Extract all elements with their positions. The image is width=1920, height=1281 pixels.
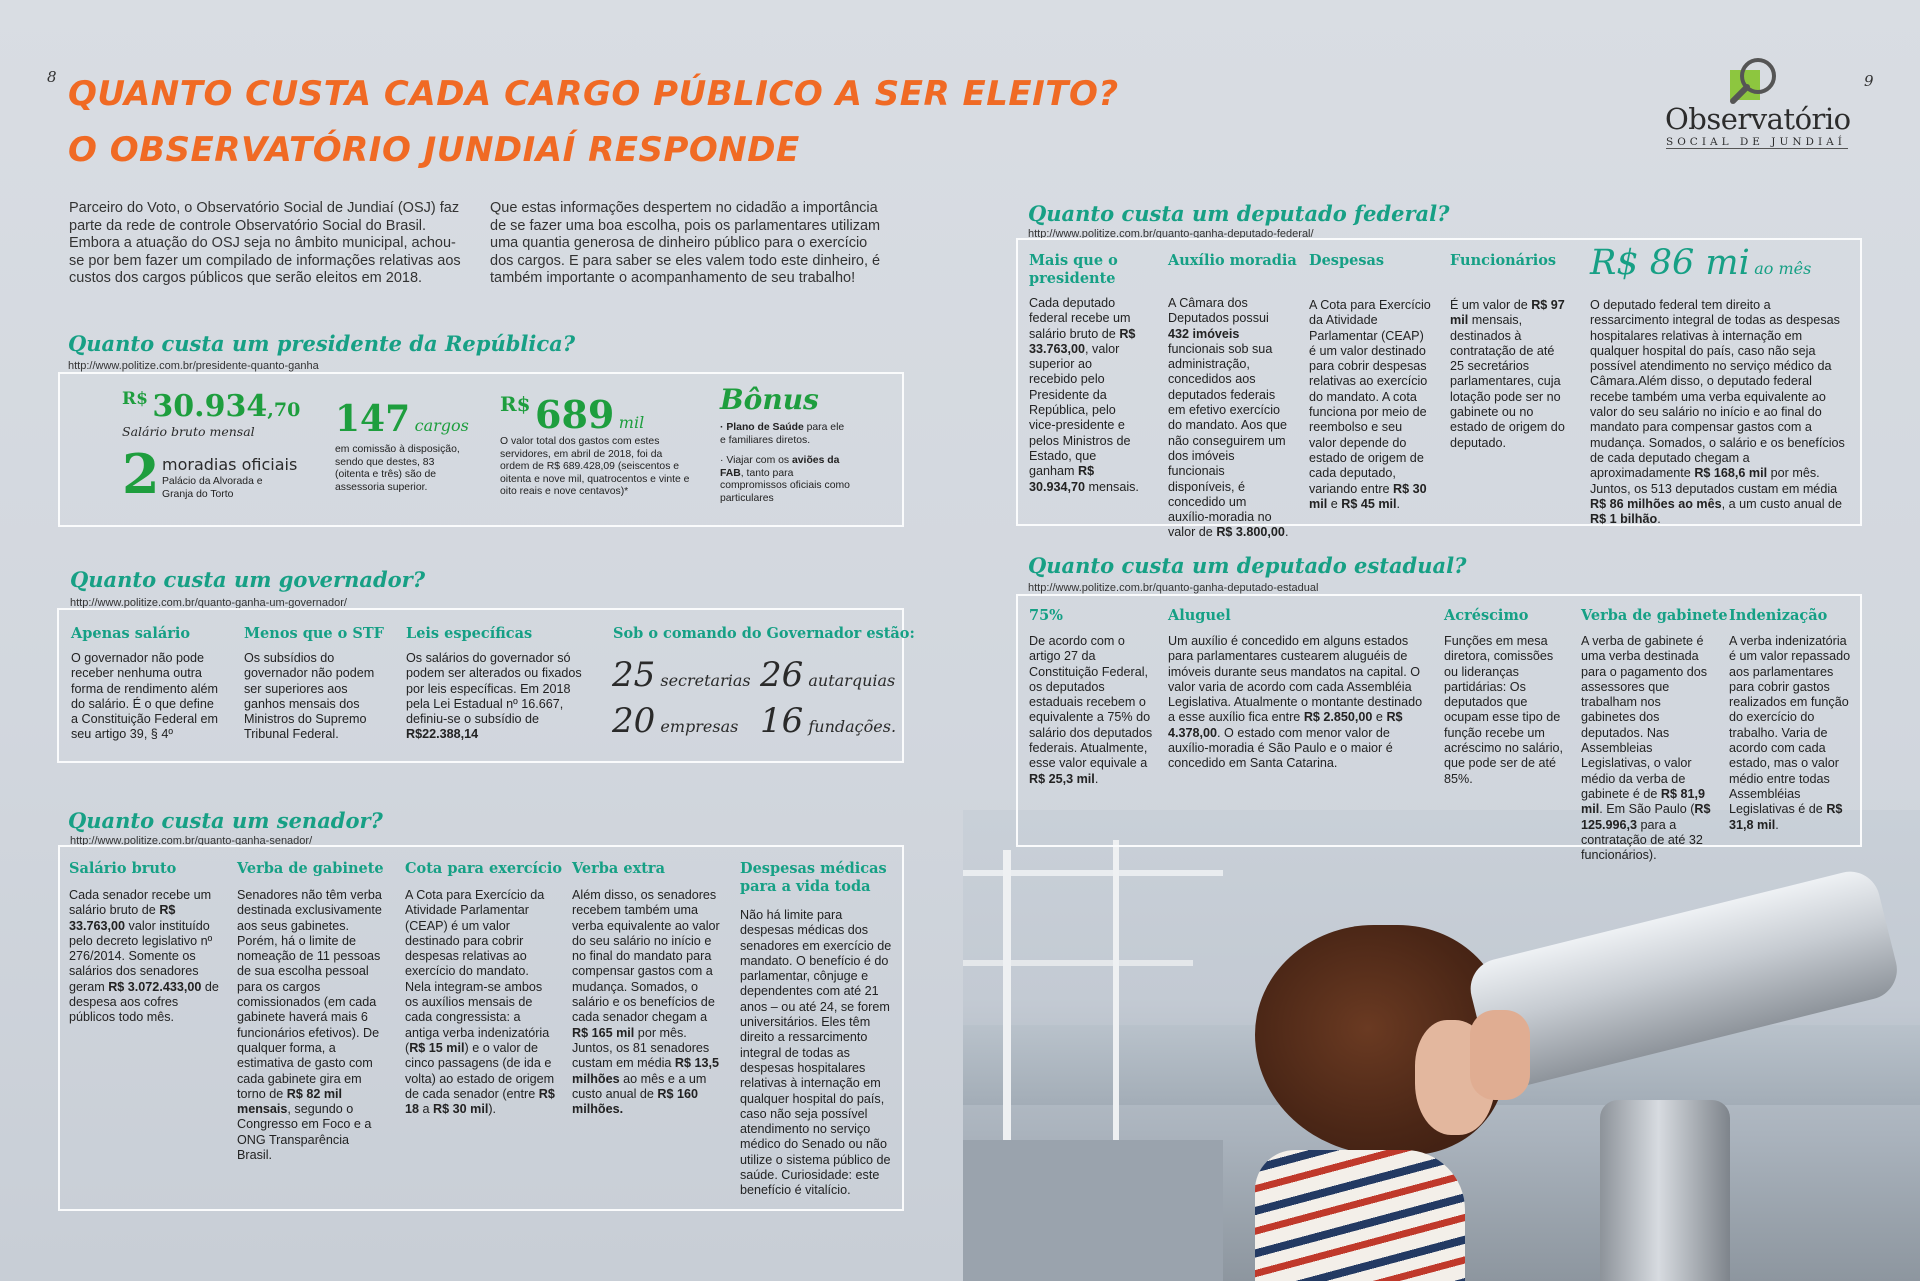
sen-col1-text: Cada senador recebe um salário bruto de R$ 33.763,00 valor instituído pelo decreto legislativo nº 276/2014. Somente os salários dos senadores geram R$ 3.072.433,00 de despesa aos cofres públicos todo mês. — [69, 888, 219, 1025]
gov-col1-heading: Apenas salário — [71, 625, 191, 642]
gov-stat-autarquias: 26 autarquias — [760, 655, 896, 695]
est-col3-text: Funções em mesa diretora, comissões ou lideranças partidárias: Os deputados que ocupam esse tipo de função recebe um acréscimo no salário, que pode ser de até 85%. — [1444, 634, 1563, 786]
positions-number: 147 — [335, 398, 411, 440]
headline-line-2: O OBSERVATÓRIO JUNDIAÍ RESPONDE — [68, 130, 800, 170]
fed-col4-heading: Funcionários — [1450, 252, 1557, 269]
fed-big-unit: ao mês — [1754, 259, 1812, 278]
positions-unit: cargos — [414, 416, 469, 435]
gov-col4-heading: Sob o comando do Governador estão: — [613, 625, 915, 642]
right-page-number: 9 — [1864, 72, 1874, 90]
gov-col2-text: Os subsídios do governador não podem ser superiores aos ganhos mensais dos Ministros do Supremo Tribunal Federal. — [244, 651, 375, 742]
positions-figure — [335, 398, 469, 440]
fed-col5-text: O deputado federal tem direito a ressarcimento integral de todas as despesas hospitalares relativas à internação em qualquer hospital do país, caso não seja possível atendimento no serviço médico da Câmara.Além disso, o deputado federal recebe também uma verba equivalente ao valor do seu salário no início e ao final do mandato para compensar gastos com a mudança. Somados, o salário e os benefícios de cada deputado chegam a aproximadamente R$ 168,6 mil por mês. Juntos, os 513 deputados custam em média R$ 86 milhões ao mês, a um custo anual de R$ 1 bilhão. — [1590, 298, 1845, 527]
sen-col1-heading: Salário bruto — [69, 860, 177, 877]
fed-col3-heading: Despesas — [1309, 252, 1385, 269]
senator-section-title: Quanto custa um senador? — [68, 808, 383, 833]
sen-col4-heading: Verba extra — [572, 860, 665, 877]
spend-text: O valor total dos gastos com estes servidores, em abril de 2018, foi da ordem de R$ 689.428,09 (seiscentos e oitenta e nove mil, quatrocentos e vinte e oito reais e nove centavos)* — [500, 436, 690, 498]
est-col5-heading: Indenização — [1729, 607, 1828, 624]
sen-col2-heading: Verba de gabinete — [237, 860, 384, 877]
spend-unit: mil — [618, 413, 645, 432]
est-col1-heading: 75% — [1029, 607, 1063, 624]
logo-subtitle: SOCIAL DE JUNDIAÍ — [1666, 136, 1848, 149]
state-deputy-source-url[interactable]: http://www.politize.com.br/quanto-ganha-deputado-estadual — [1028, 582, 1319, 594]
fed-col4-text: É um valor de R$ 97 mil mensais, destinados à contratação de até 25 secretários parlamentares, cuja lotação pode ser no gabinete ou no estado de origem do deputado. — [1450, 298, 1565, 450]
sen-col5-heading: Despesas médicas para a vida toda — [740, 860, 887, 895]
houses-number: 2 — [122, 442, 160, 506]
woman-hand — [1470, 1010, 1530, 1100]
president-section-title: Quanto custa um presidente da República? — [68, 331, 576, 356]
sen-col5-text: Não há limite para despesas médicas dos senadores em exercício de mandato. O benefício é do parlamentar, cônjuge e dependentes com até 21 anos – ou até 24, se forem universitários. Eles têm direito a ressarcimento integral de todas as despesas hospitalares relativas à internação em qualquer hospital do país, caso não seja possível atendimento no serviço médico do Senado ou não utilize o sistema público de saúde. Curiosidade: este benefício é vitalício. — [740, 908, 892, 1198]
gov-stat-fundacoes: 16 fundações. — [760, 701, 897, 741]
federal-deputy-source-url[interactable]: http://www.politize.com.br/quanto-ganha-deputado-federal/ — [1028, 228, 1314, 240]
bonus-title: Bônus — [720, 383, 819, 416]
est-col2-text: Um auxílio é concedido em alguns estados para parlamentares custearem aluguéis de imóveis durante seus mandatos na capital. O valor varia de acordo com cada Assembléia Legislativa. Atualmente o montante destinado a esse auxílio fica entre R$ 2.850,00 e R$ 4.378,00. O estado com menor valor de auxílio-moradia é São Paulo e o maior é concedido em Santa Catarina. — [1168, 634, 1423, 771]
gov-col1-text: O governador não pode receber nenhuma outra forma de rendimento além do salário. É o que define a Constituição Federal em seu artigo 39, § 4º — [71, 651, 218, 742]
fed-col2-text: A Câmara dos Deputados possui 432 imóveis funcionais sob sua administração, concedidos aos deputados federais em efetivo exercício do mandato. Aos que não conseguirem um dos imóveis funcionais disponíveis, é concedido um auxílio-moradia no valor de R$ 3.800,00. — [1168, 296, 1289, 540]
gov-col2-heading: Menos que o STF — [244, 625, 384, 642]
observatorio-logo — [1660, 56, 1850, 156]
striped-shirt — [1255, 1150, 1465, 1281]
president-source-url[interactable]: http://www.politize.com.br/presidente-quanto-ganha — [68, 360, 319, 372]
fed-col3-text: A Cota para Exercício da Atividade Parlamentar (CEAP) é um valor destinado para cobrir despesas relativas ao exercício do mandato. A cota funciona por meio de reembolso e seu valor depende do estado de origem de cada deputado, variando entre R$ 30 mil e R$ 45 mil. — [1309, 298, 1431, 511]
est-col4-text: A verba de gabinete é uma verba destinada para o pagamento dos assessores que trabalham nos gabinetes dos deputados. Nas Assembleias Legislativas, o valor médio da verba de gabinete é de R$ 81,9 mil. Em São Paulo (R$ 125.996,3 para a contratação de até 32 funcionários). — [1581, 634, 1711, 863]
est-col2-heading: Aluguel — [1168, 607, 1231, 624]
positions-text: em comissão à disposição, sendo que destes, 83 (oitenta e três) são de assessoria superior. — [335, 444, 460, 493]
salary-label: Salário bruto mensal — [122, 424, 255, 439]
state-deputy-section-title: Quanto custa um deputado estadual? — [1028, 553, 1467, 578]
fed-big-value: R$ 86 mi — [1590, 243, 1750, 283]
gov-stat-empresas: 20 empresas — [612, 701, 739, 741]
houses-detail: Palácio da Alvorada e Granja do Torto — [162, 476, 263, 500]
sen-col2-text: Senadores não têm verba destinada exclusivamente aos seus gabinetes. Porém, há o limite de nomeação de 11 pessoas de sua escolha pessoal para os cargos comissionados (em cada gabinete haverá mais 6 funcionários efetivos). De qualquer forma, a estimativa de gasto com cada gabinete gira em torno de R$ 82 mil mensais, segundo o Congresso em Foco e a ONG Transparência Brasil. — [237, 888, 382, 1163]
headline-line-1: QUANTO CUSTA CADA CARGO PÚBLICO A SER ELEITO? — [68, 74, 1119, 114]
sen-col3-text: A Cota para Exercício da Atividade Parlamentar (CEAP) é um valor destinado para cobrir despesas relativas ao exercício do mandato. Nela integram-se ambos os auxílios mensais de cada congressista: a antiga verba indenizatória (R$ 15 mil) e o valor de cinco passagens (de ida e volta) ao estado de origem de cada senador (entre R$ 18 a R$ 30 mil). — [405, 888, 555, 1117]
est-col1-text: De acordo com o artigo 27 da Constituição Federal, os deputados estaduais recebem o equivalente a 75% do salário dos deputados federais. Atualmente, esse valor equivale a R$ 25,3 mil. — [1029, 634, 1153, 786]
senator-source-url[interactable]: http://www.politize.com.br/quanto-ganha-senador/ — [70, 835, 313, 847]
sen-col4-text: Além disso, os senadores recebem também uma verba equivalente ao valor do seu salário no início e no final do mandato para compensar gastos com a mudança. Somados, o salário e os benefícios de cada senador chegam a R$ 165 mil por mês. Juntos, os 81 senadores custam em média R$ 13,5 milhões ao mês e a um custo anual de R$ 160 milhões. — [572, 888, 720, 1117]
president-salary — [122, 389, 300, 424]
governor-section-title: Quanto custa um governador? — [70, 567, 426, 592]
governor-source-url[interactable]: http://www.politize.com.br/quanto-ganha-um-governador/ — [70, 597, 347, 609]
gov-stat-secretarias: 25 secretarias — [612, 655, 751, 695]
logo-title: Observatório — [1665, 102, 1851, 136]
intro-column-1: Parceiro do Voto, o Observatório Social de Jundiaí (OSJ) faz parte da rede de controle Observatório Social do Brasil. Embora a atuação do OSJ seja no âmbito municipal, achou-se por bem fazer um compilado de informações relativas aos custos dos cargos públicos que serão eleitos em 2018. — [69, 200, 461, 286]
houses-label: moradias oficiais — [162, 455, 298, 474]
telescope-mount — [1600, 1100, 1730, 1281]
fed-big-figure — [1590, 243, 1811, 283]
est-col5-text: A verba indenizatória é um valor repassado aos parlamentares para cobrir gastos realizados em função do exercício do trabalho. Varia de acordo com cada estado, mas o valor médio entre todas Assembléias Legislativas é de R$ 31,8 mil. — [1729, 634, 1851, 832]
est-col3-heading: Acréscimo — [1444, 607, 1529, 624]
intro-column-2: Que estas informações despertem no cidadão a importância de se fazer uma boa escolha, pois os parlamentares utilizam uma quantia generosa de dinheiro público para o exercício dos cargos. E para saber se eles valem todo este dinheiro, é também importante o acompanhamento de seu trabalho! — [490, 200, 881, 286]
salary-cents: ,70 — [267, 399, 301, 421]
left-page-number: 8 — [47, 68, 57, 86]
spend-number: 689 — [535, 392, 615, 437]
spend-currency: R$ — [500, 392, 531, 416]
headline — [68, 66, 1119, 178]
salary-currency: R$ — [122, 389, 148, 409]
federal-deputy-section-title: Quanto custa um deputado federal? — [1028, 201, 1450, 226]
railing-graphic — [963, 810, 1223, 1281]
fed-col1-text: Cada deputado federal recebe um salário bruto de R$ 33.763,00, valor superior ao recebido pelo Presidente da República, pelo vice-presidente e pelos Ministros de Estado, que ganham R$ 30.934,70 mensais. — [1029, 296, 1139, 494]
gov-col3-text: Os salários do governador só podem ser alterados ou fixados por leis específicas. Em 2018 pela Lei Estadual nº 16.667, definiu-se o subsídio de R$22.388,14 — [406, 651, 582, 742]
fed-col2-heading: Auxílio moradia — [1168, 252, 1297, 269]
est-col4-heading: Verba de gabinete — [1581, 607, 1728, 624]
gov-col3-heading: Leis específicas — [406, 625, 533, 642]
sen-col3-heading: Cota para exercício — [405, 860, 563, 877]
fed-col1-heading: Mais que o presidente — [1029, 252, 1118, 287]
salary-value: 30.934 — [152, 389, 268, 424]
bonus-item-health: · Plano de Saúde para ele e familiares diretos. — [720, 422, 845, 446]
spend-figure — [500, 392, 644, 437]
bonus-item-flights: · Viajar com os aviões da FAB, tanto para compromissos oficiais como particulares — [720, 455, 850, 504]
